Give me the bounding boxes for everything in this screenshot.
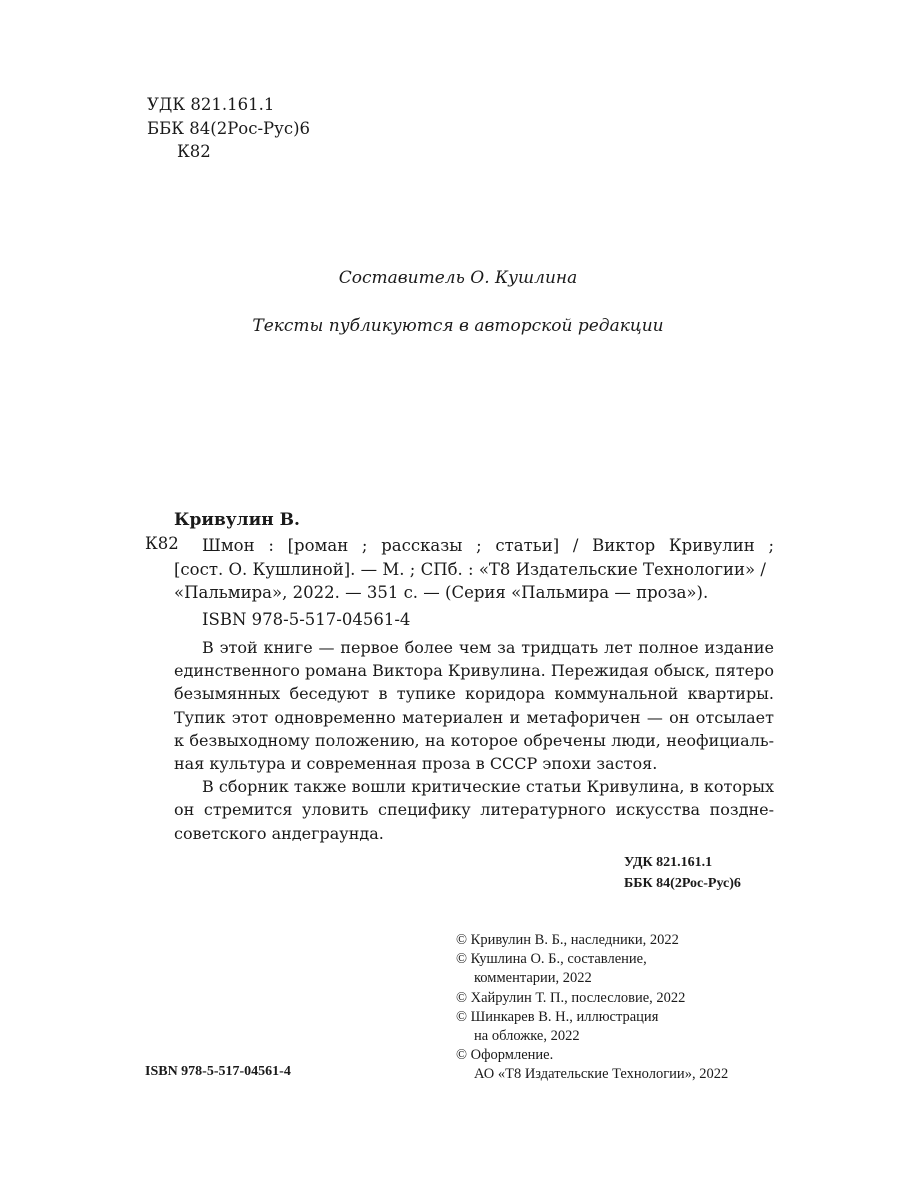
- annotation-line: советского андеграунда.: [174, 823, 384, 843]
- copyright-line: © Кушлина О. Б., составление,: [456, 951, 647, 968]
- annotation-line: к безвыходному положению, на которое обречены люди, неофициаль-: [174, 730, 774, 750]
- isbn-footer: ISBN 978-5-517-04561-4: [145, 1064, 291, 1079]
- copyright-line: на обложке, 2022: [474, 1028, 580, 1045]
- copyright-notices: [456, 931, 728, 1085]
- copyright-line: © Кривулин В. Б., наследники, 2022: [456, 932, 679, 948]
- copyright-line: АО «Т8 Издательские Технологии», 2022: [474, 1066, 729, 1083]
- annotation-line: В сборник также вошли критические статьи Кривулина, в которых: [202, 777, 774, 797]
- udk-code: УДК 821.161.1: [147, 95, 275, 114]
- bibliographic-record: [174, 534, 774, 605]
- annotation-line: Тупик этот одновременно материален и метафоричен — он отсылает: [174, 707, 774, 727]
- udk-code: УДК 821.161.1: [624, 855, 713, 870]
- bib-author: Кривулин В.: [174, 510, 300, 530]
- annotation-line: он стремится уловить специфику литературного искусства поздне-: [174, 800, 774, 820]
- annotation-line: ная культура и современная проза в СССР эпохи застоя.: [174, 754, 658, 774]
- bbk-code: ББК 84(2Рос-Рус)6: [147, 118, 311, 138]
- copyright-line: © Шинкарев В. Н., иллюстрация: [456, 1008, 659, 1025]
- bib-isbn: ISBN 978-5-517-04561-4: [202, 610, 411, 629]
- copyright-line: © Оформление.: [456, 1047, 554, 1064]
- copyright-line: комментарии, 2022: [474, 970, 592, 987]
- edition-note: Тексты публикуются в авторской редакции: [252, 316, 664, 336]
- bib-line: [сост. О. Кушлиной]. — М. ; СПб. : «Т8 Издательские Технологии» /: [174, 559, 766, 579]
- top-classification-codes: [147, 93, 310, 164]
- copyright-line: © Хайрулин Т. П., послесловие, 2022: [456, 989, 686, 1006]
- annotation-line: безымянных беседуют в тупике коридора коммунальной квартиры.: [174, 684, 774, 704]
- bib-line: Шмон : [роман ; рассказы ; статьи] / Виктор Кривулин ;: [202, 536, 774, 555]
- annotation-line: В этой книге — первое более чем за тридцать лет полное издание: [202, 638, 774, 657]
- bib-author-mark: К82: [145, 534, 179, 553]
- bib-line: «Пальмира», 2022. — 351 с. — (Серия «Пальмира — проза»).: [174, 583, 709, 602]
- bottom-classification-codes: [624, 852, 741, 894]
- annotation-line: единственного романа Виктора Кривулина. Пережидая обыск, пятеро: [174, 661, 775, 681]
- compiler-credit: Составитель О. Кушлина: [338, 268, 578, 288]
- author-mark: К82: [177, 142, 211, 161]
- bbk-code: ББК 84(2Рос-Рус)6: [624, 876, 741, 891]
- annotation: [174, 636, 774, 845]
